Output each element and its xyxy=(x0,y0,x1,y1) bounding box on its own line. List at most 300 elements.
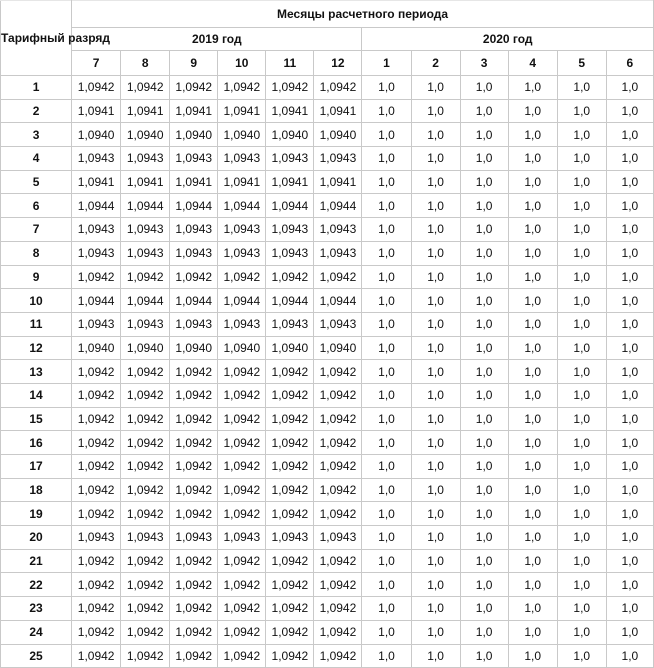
coefficient-cell: 1,0942 xyxy=(266,597,314,621)
coefficient-cell: 1,0 xyxy=(606,360,653,384)
coefficient-cell: 1,0943 xyxy=(314,241,362,265)
coefficient-cell: 1,0 xyxy=(557,383,606,407)
coefficient-cell: 1,0 xyxy=(557,76,606,100)
coefficient-cell: 1,0 xyxy=(362,170,411,194)
tariff-grade-cell: 15 xyxy=(1,407,72,431)
coefficient-cell: 1,0940 xyxy=(170,123,218,147)
coefficient-cell: 1,0 xyxy=(606,407,653,431)
coefficient-cell: 1,0942 xyxy=(121,620,170,644)
table-row xyxy=(1,526,654,550)
coefficient-cell: 1,0940 xyxy=(170,336,218,360)
coefficient-cell: 1,0 xyxy=(606,99,653,123)
tariff-grade-cell: 12 xyxy=(1,336,72,360)
coefficient-cell: 1,0 xyxy=(411,123,460,147)
coefficient-cell: 1,0942 xyxy=(314,383,362,407)
coefficient-cell: 1,0943 xyxy=(266,218,314,242)
coefficient-cell: 1,0942 xyxy=(121,573,170,597)
coefficient-cell: 1,0942 xyxy=(72,383,121,407)
coefficient-cell: 1,0942 xyxy=(266,265,314,289)
coefficient-cell: 1,0944 xyxy=(170,289,218,313)
coefficient-cell: 1,0942 xyxy=(314,360,362,384)
coefficient-cell: 1,0 xyxy=(411,312,460,336)
coefficient-cell: 1,0 xyxy=(460,360,508,384)
coefficient-cell: 1,0 xyxy=(508,407,557,431)
coefficient-cell: 1,0944 xyxy=(218,194,266,218)
coefficient-cell: 1,0 xyxy=(557,265,606,289)
coefficient-cell: 1,0942 xyxy=(170,455,218,479)
coefficient-cell: 1,0944 xyxy=(121,289,170,313)
month-header: 6 xyxy=(606,51,653,76)
coefficient-cell: 1,0941 xyxy=(170,99,218,123)
coefficient-cell: 1,0942 xyxy=(218,644,266,668)
tariff-grade-cell: 10 xyxy=(1,289,72,313)
coefficient-cell: 1,0942 xyxy=(218,383,266,407)
coefficient-cell: 1,0 xyxy=(557,289,606,313)
coefficient-cell: 1,0941 xyxy=(266,170,314,194)
coefficient-cell: 1,0942 xyxy=(170,573,218,597)
coefficient-cell: 1,0 xyxy=(460,170,508,194)
tariff-grade-cell: 4 xyxy=(1,147,72,171)
coefficient-cell: 1,0944 xyxy=(72,289,121,313)
coefficient-cell: 1,0942 xyxy=(72,431,121,455)
coefficient-cell: 1,0 xyxy=(362,336,411,360)
tariff-grade-cell: 19 xyxy=(1,502,72,526)
month-header: 7 xyxy=(72,51,121,76)
table-row xyxy=(1,123,654,147)
coefficient-cell: 1,0 xyxy=(508,431,557,455)
coefficient-cell: 1,0942 xyxy=(218,407,266,431)
table-row xyxy=(1,620,654,644)
coefficient-cell: 1,0942 xyxy=(266,360,314,384)
tariff-grade-cell: 13 xyxy=(1,360,72,384)
coefficient-cell: 1,0943 xyxy=(314,312,362,336)
coefficient-cell: 1,0 xyxy=(460,99,508,123)
coefficient-cell: 1,0 xyxy=(606,597,653,621)
coefficient-cell: 1,0 xyxy=(557,526,606,550)
coefficient-cell: 1,0941 xyxy=(266,99,314,123)
coefficient-cell: 1,0942 xyxy=(218,76,266,100)
coefficient-cell: 1,0943 xyxy=(121,218,170,242)
coefficient-cell: 1,0942 xyxy=(121,265,170,289)
coefficient-cell: 1,0942 xyxy=(266,644,314,668)
month-header: 10 xyxy=(218,51,266,76)
coefficient-cell: 1,0942 xyxy=(72,360,121,384)
coefficient-cell: 1,0943 xyxy=(121,526,170,550)
coefficient-cell: 1,0 xyxy=(557,360,606,384)
coefficient-cell: 1,0941 xyxy=(121,99,170,123)
coefficient-cell: 1,0 xyxy=(460,478,508,502)
coefficient-cell: 1,0942 xyxy=(314,431,362,455)
coefficient-cell: 1,0942 xyxy=(266,573,314,597)
coefficient-cell: 1,0944 xyxy=(121,194,170,218)
coefficient-cell: 1,0 xyxy=(508,99,557,123)
table-row xyxy=(1,241,654,265)
coefficient-cell: 1,0 xyxy=(557,573,606,597)
coefficient-cell: 1,0942 xyxy=(266,383,314,407)
coefficient-cell: 1,0942 xyxy=(121,360,170,384)
coefficient-cell: 1,0 xyxy=(557,597,606,621)
coefficient-cell: 1,0 xyxy=(606,265,653,289)
coefficient-cell: 1,0942 xyxy=(314,502,362,526)
coefficient-cell: 1,0942 xyxy=(266,455,314,479)
coefficient-cell: 1,0943 xyxy=(170,312,218,336)
coefficient-cell: 1,0941 xyxy=(314,99,362,123)
tariff-grade-cell: 2 xyxy=(1,99,72,123)
tariff-grade-cell: 23 xyxy=(1,597,72,621)
coefficient-cell: 1,0 xyxy=(460,549,508,573)
coefficient-cell: 1,0942 xyxy=(314,597,362,621)
coefficient-cell: 1,0 xyxy=(460,241,508,265)
coefficient-cell: 1,0942 xyxy=(314,76,362,100)
table-row xyxy=(1,597,654,621)
coefficient-cell: 1,0 xyxy=(362,549,411,573)
coefficient-cell: 1,0 xyxy=(557,170,606,194)
coefficient-cell: 1,0944 xyxy=(266,289,314,313)
coefficient-cell: 1,0 xyxy=(460,644,508,668)
coefficient-cell: 1,0 xyxy=(557,241,606,265)
tariff-grade-cell: 11 xyxy=(1,312,72,336)
coefficient-cell: 1,0944 xyxy=(72,194,121,218)
coefficient-cell: 1,0 xyxy=(362,407,411,431)
coefficient-cell: 1,0 xyxy=(411,241,460,265)
coefficient-cell: 1,0 xyxy=(557,549,606,573)
coefficient-cell: 1,0942 xyxy=(170,644,218,668)
coefficient-cell: 1,0 xyxy=(606,336,653,360)
table-row xyxy=(1,289,654,313)
coefficient-cell: 1,0 xyxy=(411,147,460,171)
coefficient-cell: 1,0 xyxy=(362,644,411,668)
coefficient-cell: 1,0944 xyxy=(314,289,362,313)
coefficient-cell: 1,0942 xyxy=(170,549,218,573)
coefficient-cell: 1,0942 xyxy=(170,383,218,407)
coefficient-cell: 1,0 xyxy=(460,455,508,479)
coefficient-cell: 1,0944 xyxy=(218,289,266,313)
tariff-grade-cell: 21 xyxy=(1,549,72,573)
coefficient-cell: 1,0 xyxy=(606,644,653,668)
coefficient-cell: 1,0943 xyxy=(72,218,121,242)
coefficient-cell: 1,0 xyxy=(460,147,508,171)
coefficient-cell: 1,0 xyxy=(508,218,557,242)
coefficient-cell: 1,0942 xyxy=(218,431,266,455)
coefficient-cell: 1,0 xyxy=(606,289,653,313)
tariff-grade-cell: 14 xyxy=(1,383,72,407)
coefficient-cell: 1,0 xyxy=(411,289,460,313)
coefficient-cell: 1,0943 xyxy=(266,147,314,171)
coefficient-cell: 1,0 xyxy=(508,455,557,479)
coefficient-cell: 1,0942 xyxy=(72,620,121,644)
table-row xyxy=(1,549,654,573)
coefficient-cell: 1,0942 xyxy=(218,573,266,597)
coefficient-cell: 1,0 xyxy=(411,549,460,573)
coefficient-cell: 1,0943 xyxy=(266,241,314,265)
coefficient-cell: 1,0942 xyxy=(218,360,266,384)
coefficient-cell: 1,0 xyxy=(460,407,508,431)
coefficient-cell: 1,0941 xyxy=(72,170,121,194)
coefficient-cell: 1,0 xyxy=(411,99,460,123)
coefficient-cell: 1,0 xyxy=(362,241,411,265)
coefficient-cell: 1,0 xyxy=(362,194,411,218)
coefficient-cell: 1,0942 xyxy=(314,644,362,668)
coefficient-cell: 1,0 xyxy=(557,455,606,479)
tariff-grade-cell: 22 xyxy=(1,573,72,597)
coefficient-cell: 1,0942 xyxy=(266,76,314,100)
table-row xyxy=(1,170,654,194)
coefficient-cell: 1,0943 xyxy=(72,147,121,171)
coefficient-cell: 1,0 xyxy=(460,123,508,147)
table-row xyxy=(1,573,654,597)
coefficient-cell: 1,0942 xyxy=(266,620,314,644)
month-header: 4 xyxy=(508,51,557,76)
coefficient-cell: 1,0 xyxy=(557,644,606,668)
coefficient-cell: 1,0942 xyxy=(314,620,362,644)
coefficient-cell: 1,0 xyxy=(508,360,557,384)
tariff-grade-cell: 3 xyxy=(1,123,72,147)
coefficient-cell: 1,0 xyxy=(606,147,653,171)
tariff-grade-cell: 20 xyxy=(1,526,72,550)
coefficient-cell: 1,0 xyxy=(411,336,460,360)
coefficient-cell: 1,0942 xyxy=(170,502,218,526)
coefficient-cell: 1,0942 xyxy=(72,644,121,668)
year-header-2019: 2019 год xyxy=(72,28,362,51)
coefficient-cell: 1,0940 xyxy=(266,123,314,147)
coefficient-cell: 1,0 xyxy=(362,99,411,123)
coefficient-cell: 1,0942 xyxy=(170,265,218,289)
coefficient-cell: 1,0 xyxy=(508,478,557,502)
coefficient-cell: 1,0942 xyxy=(72,265,121,289)
coefficient-cell: 1,0 xyxy=(557,502,606,526)
coefficient-cell: 1,0943 xyxy=(72,312,121,336)
year-header-2020: 2020 год xyxy=(362,28,654,51)
coefficient-cell: 1,0941 xyxy=(170,170,218,194)
coefficient-cell: 1,0943 xyxy=(314,218,362,242)
coefficient-cell: 1,0940 xyxy=(72,336,121,360)
coefficient-cell: 1,0942 xyxy=(314,573,362,597)
coefficient-cell: 1,0 xyxy=(460,502,508,526)
coefficient-cell: 1,0943 xyxy=(218,147,266,171)
table-row xyxy=(1,194,654,218)
table-row xyxy=(1,99,654,123)
coefficient-cell: 1,0 xyxy=(411,265,460,289)
coefficient-cell: 1,0 xyxy=(557,147,606,171)
coefficient-cell: 1,0 xyxy=(362,526,411,550)
coefficient-cell: 1,0 xyxy=(508,241,557,265)
coefficient-cell: 1,0942 xyxy=(170,620,218,644)
coefficient-cell: 1,0 xyxy=(460,336,508,360)
coefficient-cell: 1,0943 xyxy=(218,526,266,550)
coefficient-cell: 1,0943 xyxy=(121,147,170,171)
coefficient-cell: 1,0942 xyxy=(170,478,218,502)
coefficient-cell: 1,0943 xyxy=(266,526,314,550)
coefficient-cell: 1,0942 xyxy=(121,478,170,502)
coefficient-cell: 1,0943 xyxy=(170,218,218,242)
coefficient-cell: 1,0 xyxy=(557,478,606,502)
coefficient-cell: 1,0943 xyxy=(218,241,266,265)
coefficient-cell: 1,0 xyxy=(557,312,606,336)
coefficient-cell: 1,0 xyxy=(362,620,411,644)
coefficient-cell: 1,0943 xyxy=(170,241,218,265)
coefficient-cell: 1,0943 xyxy=(72,241,121,265)
tariff-grade-cell: 18 xyxy=(1,478,72,502)
coefficient-cell: 1,0 xyxy=(557,194,606,218)
coefficient-cell: 1,0 xyxy=(557,620,606,644)
coefficient-cell: 1,0943 xyxy=(170,147,218,171)
coefficient-cell: 1,0942 xyxy=(314,549,362,573)
coefficient-cell: 1,0 xyxy=(460,431,508,455)
coefficient-cell: 1,0 xyxy=(460,265,508,289)
coefficient-cell: 1,0 xyxy=(362,289,411,313)
coefficient-cell: 1,0943 xyxy=(72,526,121,550)
coefficient-cell: 1,0 xyxy=(460,289,508,313)
coefficient-cell: 1,0943 xyxy=(218,312,266,336)
tariff-grade-cell: 17 xyxy=(1,455,72,479)
coefficient-cell: 1,0942 xyxy=(121,431,170,455)
coefficient-cell: 1,0 xyxy=(508,383,557,407)
tariff-grade-cell: 25 xyxy=(1,644,72,668)
tariff-grade-cell: 5 xyxy=(1,170,72,194)
coefficient-cell: 1,0 xyxy=(606,170,653,194)
coefficient-cell: 1,0942 xyxy=(121,549,170,573)
coefficient-cell: 1,0942 xyxy=(72,549,121,573)
table-row xyxy=(1,312,654,336)
coefficient-cell: 1,0941 xyxy=(72,99,121,123)
coefficient-cell: 1,0942 xyxy=(72,478,121,502)
coefficient-cell: 1,0942 xyxy=(170,407,218,431)
coefficient-cell: 1,0 xyxy=(362,597,411,621)
coefficient-cell: 1,0942 xyxy=(121,644,170,668)
table-row xyxy=(1,502,654,526)
coefficient-cell: 1,0 xyxy=(606,218,653,242)
coefficient-cell: 1,0 xyxy=(460,194,508,218)
tariff-grade-cell: 1 xyxy=(1,76,72,100)
coefficient-cell: 1,0942 xyxy=(121,455,170,479)
coefficient-cell: 1,0941 xyxy=(218,99,266,123)
table-row xyxy=(1,407,654,431)
coefficient-cell: 1,0 xyxy=(606,620,653,644)
coefficient-cell: 1,0942 xyxy=(121,383,170,407)
coefficient-cell: 1,0944 xyxy=(266,194,314,218)
coefficient-cell: 1,0942 xyxy=(72,597,121,621)
coefficient-cell: 1,0 xyxy=(460,620,508,644)
coefficient-cell: 1,0 xyxy=(557,123,606,147)
coefficient-cell: 1,0 xyxy=(411,644,460,668)
coefficient-cell: 1,0 xyxy=(508,526,557,550)
coefficient-cell: 1,0942 xyxy=(266,502,314,526)
coefficient-cell: 1,0942 xyxy=(121,407,170,431)
table-row xyxy=(1,431,654,455)
coefficient-cell: 1,0 xyxy=(411,383,460,407)
coefficient-cell: 1,0 xyxy=(362,218,411,242)
coefficient-cell: 1,0 xyxy=(508,123,557,147)
coefficient-cell: 1,0944 xyxy=(314,194,362,218)
coefficient-cell: 1,0942 xyxy=(266,431,314,455)
coefficient-cell: 1,0 xyxy=(508,336,557,360)
coefficient-cell: 1,0943 xyxy=(121,241,170,265)
table-row xyxy=(1,478,654,502)
coefficient-cell: 1,0940 xyxy=(121,336,170,360)
coefficient-cell: 1,0943 xyxy=(218,218,266,242)
coefficient-cell: 1,0 xyxy=(606,76,653,100)
coefficient-cell: 1,0 xyxy=(362,265,411,289)
month-header-row xyxy=(1,51,654,76)
coefficient-cell: 1,0 xyxy=(606,549,653,573)
coefficient-cell: 1,0942 xyxy=(266,549,314,573)
coefficient-cell: 1,0942 xyxy=(72,407,121,431)
coefficient-cell: 1,0 xyxy=(606,502,653,526)
coefficient-cell: 1,0 xyxy=(362,360,411,384)
coefficient-cell: 1,0 xyxy=(606,478,653,502)
period-header: Месяцы расчетного периода xyxy=(72,1,654,28)
coefficient-cell: 1,0 xyxy=(362,455,411,479)
month-header: 2 xyxy=(411,51,460,76)
month-header: 8 xyxy=(121,51,170,76)
coefficient-cell: 1,0 xyxy=(411,431,460,455)
coefficient-cell: 1,0942 xyxy=(218,455,266,479)
coefficient-cell: 1,0 xyxy=(411,407,460,431)
coefficient-cell: 1,0 xyxy=(508,76,557,100)
coefficient-cell: 1,0942 xyxy=(218,549,266,573)
coefficient-cell: 1,0942 xyxy=(170,76,218,100)
tariff-grade-header: Тарифный разряд xyxy=(1,1,72,76)
coefficient-cell: 1,0 xyxy=(411,170,460,194)
coefficient-cell: 1,0 xyxy=(362,431,411,455)
coefficient-cell: 1,0 xyxy=(606,573,653,597)
coefficient-cell: 1,0 xyxy=(557,218,606,242)
coefficient-cell: 1,0 xyxy=(508,289,557,313)
coefficient-cell: 1,0 xyxy=(508,620,557,644)
coefficient-cell: 1,0 xyxy=(411,218,460,242)
coefficient-cell: 1,0 xyxy=(557,336,606,360)
coefficient-cell: 1,0 xyxy=(508,502,557,526)
coefficient-cell: 1,0 xyxy=(606,455,653,479)
coefficient-cell: 1,0942 xyxy=(266,407,314,431)
coefficient-cell: 1,0 xyxy=(362,147,411,171)
table-row xyxy=(1,644,654,668)
coefficient-cell: 1,0 xyxy=(508,573,557,597)
coefficient-cell: 1,0941 xyxy=(218,170,266,194)
coefficient-cell: 1,0 xyxy=(508,170,557,194)
coefficient-cell: 1,0 xyxy=(411,597,460,621)
coefficient-cell: 1,0 xyxy=(362,123,411,147)
coefficient-cell: 1,0942 xyxy=(72,573,121,597)
coefficient-cell: 1,0 xyxy=(460,573,508,597)
coefficient-cell: 1,0 xyxy=(362,312,411,336)
coefficient-cell: 1,0 xyxy=(411,360,460,384)
coefficient-cell: 1,0942 xyxy=(121,502,170,526)
month-header: 5 xyxy=(557,51,606,76)
coefficient-cell: 1,0 xyxy=(411,526,460,550)
coefficient-cell: 1,0942 xyxy=(266,478,314,502)
coefficient-cell: 1,0943 xyxy=(314,147,362,171)
coefficient-cell: 1,0 xyxy=(557,431,606,455)
month-header: 9 xyxy=(170,51,218,76)
table-row xyxy=(1,218,654,242)
coefficient-cell: 1,0942 xyxy=(121,76,170,100)
coefficient-cell: 1,0943 xyxy=(170,526,218,550)
coefficient-cell: 1,0944 xyxy=(170,194,218,218)
table-row xyxy=(1,360,654,384)
coefficient-cell: 1,0943 xyxy=(314,526,362,550)
coefficient-cell: 1,0 xyxy=(460,526,508,550)
coefficient-cell: 1,0943 xyxy=(121,312,170,336)
table-row xyxy=(1,383,654,407)
coefficient-cell: 1,0 xyxy=(508,194,557,218)
coefficient-cell: 1,0 xyxy=(606,194,653,218)
table-row xyxy=(1,265,654,289)
coefficient-cell: 1,0942 xyxy=(218,265,266,289)
table-row xyxy=(1,455,654,479)
coefficient-cell: 1,0941 xyxy=(121,170,170,194)
coefficient-cell: 1,0 xyxy=(411,455,460,479)
